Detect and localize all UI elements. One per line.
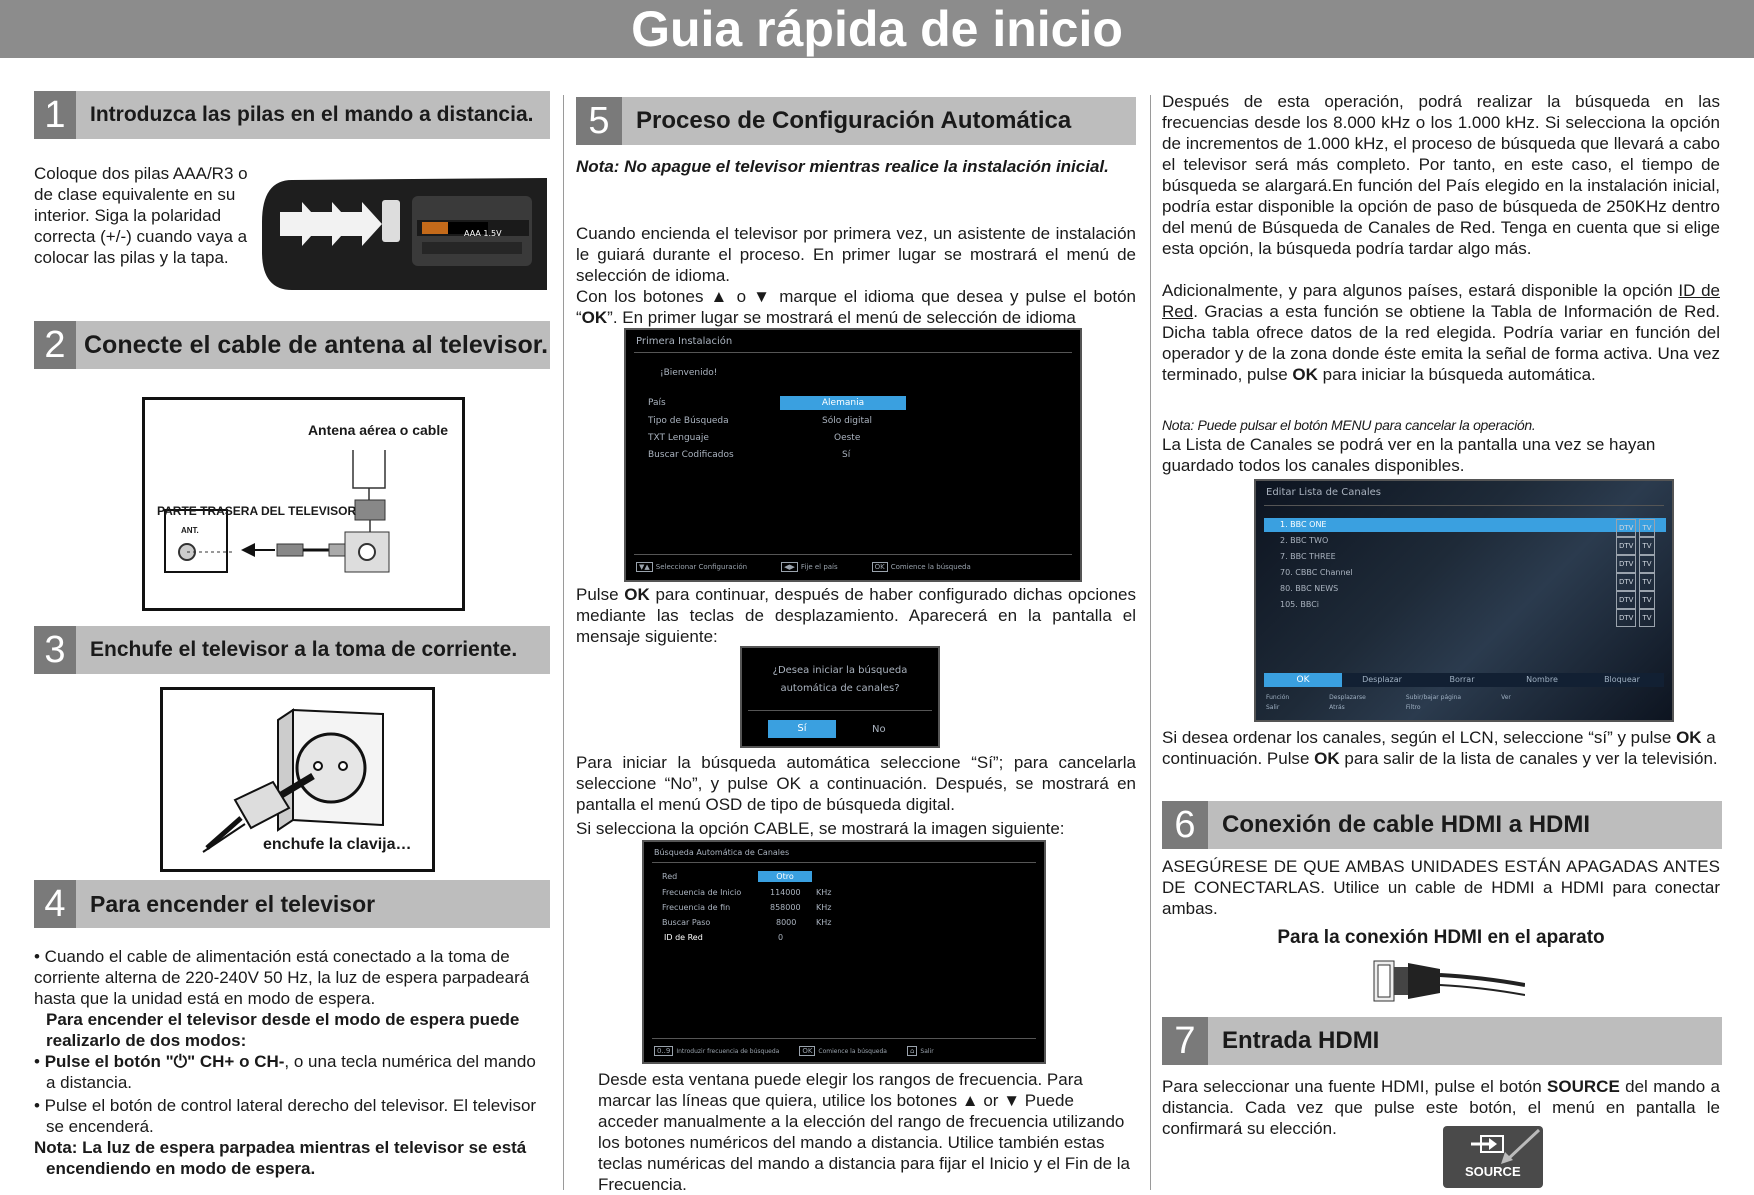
section-title: Proceso de Configuración Automática — [636, 107, 1072, 134]
no-button[interactable]: No — [872, 724, 886, 735]
section-title: Conexión de cable HDMI a HDMI — [1222, 811, 1591, 838]
column-divider — [563, 95, 564, 1190]
dialog-question: ¿Desea iniciar la búsqueda automática de canales? — [772, 665, 908, 694]
channel-row[interactable]: 105. BBCi — [1280, 600, 1319, 609]
edit-channel-list-screen — [1254, 479, 1674, 722]
search-unit: KHz — [816, 903, 832, 912]
section-6-header — [1162, 801, 1722, 849]
setting-label: TXT Lenguaje — [648, 433, 709, 443]
first-installation-screen — [624, 328, 1082, 582]
section-2-header — [34, 321, 550, 369]
col3-p2: Adicionalmente, y para algunos países, estará disponible la opción ID de Red. Gracias a esta función se obtiene la Tabla de Información de Red. Dicha tabla ofrece datos de la red elegida. Podría variar en función del operador y de la zona donde éste emita la señal de forma activa. Una vez terminado, pulse OK para iniciar la búsqueda automática. — [1162, 281, 1720, 384]
col3-note: Nota: Puede pulsar el botón MENU para cancelar la operación. — [1162, 417, 1536, 433]
setting-value[interactable]: Sólo digital — [822, 416, 873, 426]
search-label: Frecuencia de Inicio — [662, 888, 742, 897]
channel-tab-bar — [1264, 673, 1664, 687]
section-title: Para encender el televisor — [90, 890, 376, 917]
country-selector[interactable]: Alemania — [780, 396, 906, 410]
section-5-p1: Cuando encienda el televisor por primera vez, un asistente de instalación le guiará durante el proceso. En primer lugar se mostrará el menú de selección de idioma. — [576, 224, 1136, 285]
tab-move[interactable]: Desplazar — [1362, 675, 1402, 684]
auto-search-dialog — [740, 646, 940, 748]
welcome-text: ¡Bienvenido! — [660, 368, 718, 378]
section-title: Enchufe el televisor a la toma de corriente. — [90, 638, 518, 661]
antenna-diagram — [142, 397, 465, 611]
section-5-p3: Pulse OK para continuar, después de haber configurado dichas opciones mediante las teclas de desplazamiento. Aparecerá en la pantalla el mensaje siguiente: — [576, 585, 1136, 646]
section-number: 6 — [1162, 801, 1208, 849]
ant-port-label: ANT. — [181, 526, 199, 535]
battery-label: AAA 1.5V — [464, 229, 502, 238]
tab-ok[interactable]: OK — [1264, 673, 1342, 687]
search-label: Frecuencia de fin — [662, 903, 731, 912]
bullet-1: • Cuando el cable de alimentación está conectado a la toma de corriente alterna de 220-240V 50 Hz, la luz de espera parpadeará hasta que la unidad está en modo de espera. — [34, 947, 530, 1008]
page-title: Guia rápida de inicio — [0, 0, 1754, 58]
channel-row[interactable]: 2. BBC TWO — [1280, 536, 1329, 545]
search-unit: KHz — [816, 918, 832, 927]
section-4-header — [34, 880, 550, 928]
source-button[interactable] — [1443, 1126, 1543, 1188]
section-1-text: Coloque dos pilas AAA/R3 o de clase equivalente en su interior. Siga la polaridad correcta (+/-) cuando vaya a colocar las pilas y la tapa. — [34, 164, 248, 267]
search-unit: KHz — [816, 888, 832, 897]
bullet-2: • Pulse el botón "⏻" CH+ o CH-, o una tecla numérica del mando a distancia. — [34, 1052, 536, 1092]
section-4-note: Nota: La luz de espera parpadea mientras el televisor se está encendiendo en modo de espera. — [34, 1138, 527, 1178]
setting-value[interactable]: Oeste — [834, 433, 861, 443]
tv-rear-label: PARTE TRASERA DEL TELEVISOR — [157, 504, 357, 518]
section-1-header — [34, 91, 550, 139]
setting-label: Tipo de Búsqueda — [648, 416, 729, 426]
section-4-text — [34, 946, 548, 1179]
section-5-p5: Si selecciona la opción CABLE, se mostrará la imagen siguiente: — [576, 819, 1065, 838]
screen-footer: ▼▲ Seleccionar Configuración ◀▶ Fije el país OK Comience la búsqueda — [636, 562, 1070, 572]
section-5-p2: Con los botones ▲ o ▼ marque el idioma que desea y pulse el botón “OK”. En primer lugar se mostrará el menú de selección de idioma — [576, 287, 1136, 327]
section-number: 2 — [34, 321, 76, 369]
section-6-text: ASEGÚRESE DE QUE AMBAS UNIDADES ESTÁN APAGADAS ANTES DE CONECTARLAS. Utilice un cable de HDMI a HDMI para conectar ambas. — [1162, 857, 1720, 918]
section-7-text: Para seleccionar una fuente HDMI, pulse el botón SOURCE del mando a distancia. Cada vez que pulse este botón, el menú en pantalla le confirmará su elección. — [1162, 1077, 1721, 1138]
plug-label: enchufe la clavija… — [263, 836, 412, 853]
bullet-3: • Pulse el botón de control lateral derecho del televisor. El televisor se encenderá. — [34, 1096, 537, 1136]
search-value[interactable]: 858000 — [770, 903, 801, 912]
screen-title: Primera Instalación — [636, 336, 733, 347]
auto-channel-search-screen — [642, 840, 1046, 1064]
tab-lock[interactable]: Bloquear — [1604, 675, 1640, 684]
setting-value[interactable]: Sí — [842, 450, 851, 460]
tab-delete[interactable]: Borrar — [1449, 675, 1475, 684]
channel-tags: DTV TV DTV TV DTV TV DTV TV DTV TV DTV TV — [1616, 519, 1662, 627]
screen-title: Búsqueda Automática de Canales — [654, 848, 790, 857]
hdmi-subheading: Para la conexión HDMI en el aparato — [1277, 927, 1605, 948]
section-number: 5 — [576, 97, 622, 145]
source-label: SOURCE — [1465, 1164, 1521, 1179]
screen-title: Editar Lista de Canales — [1266, 487, 1381, 498]
search-value[interactable]: 8000 — [776, 918, 797, 927]
search-label: Red — [662, 872, 678, 881]
section-title: Conecte el cable de antena al televisor. — [84, 330, 549, 359]
search-value[interactable]: 114000 — [770, 888, 801, 897]
channel-row[interactable]: 1. BBC ONE — [1280, 520, 1327, 529]
search-label: Buscar Paso — [662, 918, 711, 927]
section-5-note: Nota: No apague el televisor mientras realice la instalación inicial. — [576, 157, 1109, 176]
col3-p1: Después de esta operación, podrá realizar la búsqueda en las frecuencias desde los 8.000 kHz o los 1.000 kHz. Si selecciona la opción de incrementos de 1.000 kHz, el proceso de búsqueda que llevará a cabo el televisor será más completo. Por tanto, en este caso, el tiempo de búsqueda se alargará.En función del País elegido en la instalación inicial, podría estar disponible la opción de paso de búsqueda de 250KHz dentro del menú de Búsqueda de Canales de Red. Tenga en cuenta que si elige esta opción, la búsqueda podría tardar algo más. — [1162, 92, 1720, 258]
channel-footer: Función Salir Desplazarse Atrás Subir/bajar página Filtro Ver — [1266, 694, 1511, 711]
setting-label: Buscar Codificados — [648, 450, 734, 460]
section-number: 4 — [34, 880, 76, 928]
section-3-header — [34, 626, 550, 674]
section-title: Introduzca las pilas en el mando a distancia. — [90, 103, 534, 126]
section-5-p6: Desde esta ventana puede elegir los rangos de frecuencia. Para marcar las líneas que quiera, utilice los botones ▲ or ▼ Puede acceder manualmente a la elección del rango de frecuencia utilizando los botones numéricos del mando a distancia. Utilice también estas teclas numéricas del mando a distancia para fijar el Inicio y el Fin de la Frecuencia. — [598, 1070, 1130, 1194]
remote-battery-illustration — [262, 172, 547, 296]
section-5-header — [576, 97, 1136, 145]
power-socket-diagram — [160, 687, 435, 872]
yes-button[interactable]: Sí — [768, 720, 836, 738]
column-divider — [1150, 95, 1151, 1190]
section-number: 3 — [34, 626, 76, 674]
network-selector[interactable]: Otro — [758, 871, 812, 882]
channel-row[interactable]: 80. BBC NEWS — [1280, 584, 1339, 593]
tab-name[interactable]: Nombre — [1526, 675, 1558, 684]
setting-label: País — [648, 398, 666, 408]
col3-p3: La Lista de Canales se podrá ver en la pantalla una vez se hayan guardado todos los canales disponibles. — [1162, 435, 1656, 475]
col3-p4: Si desea ordenar los canales, según el LCN, seleccione “sí” y pulse OK a continuación. Pulse OK para salir de la lista de canales y ver la televisión. — [1162, 728, 1718, 768]
section-5-p4: Para iniciar la búsqueda automática seleccione “Sí”; para cancelarla seleccione “No”, y pulse OK a continuación. Después, se mostrará en pantalla el menú OSD de tipo de búsqueda digital. — [576, 753, 1136, 814]
search-label: ID de Red — [664, 933, 703, 942]
section-number: 1 — [34, 91, 76, 139]
antenna-label: Antena aérea o cable — [307, 422, 448, 438]
hdmi-cable-illustration — [1370, 955, 1525, 1007]
search-value[interactable]: 0 — [778, 933, 784, 942]
bullet-1-bold: Para encender el televisor desde el modo de espera puede realizarlo de dos modos: — [46, 1010, 520, 1050]
channel-row[interactable]: 70. CBBC Channel — [1280, 568, 1353, 577]
screen-footer: 0..9 Introduzir frecuencia de búsqueda OK Comience la búsqueda ⌂ Salir — [654, 1046, 1034, 1056]
section-number: 7 — [1162, 1017, 1208, 1065]
channel-row[interactable]: 7. BBC THREE — [1280, 552, 1336, 561]
section-7-header — [1162, 1017, 1722, 1065]
section-title: Entrada HDMI — [1222, 1027, 1380, 1054]
